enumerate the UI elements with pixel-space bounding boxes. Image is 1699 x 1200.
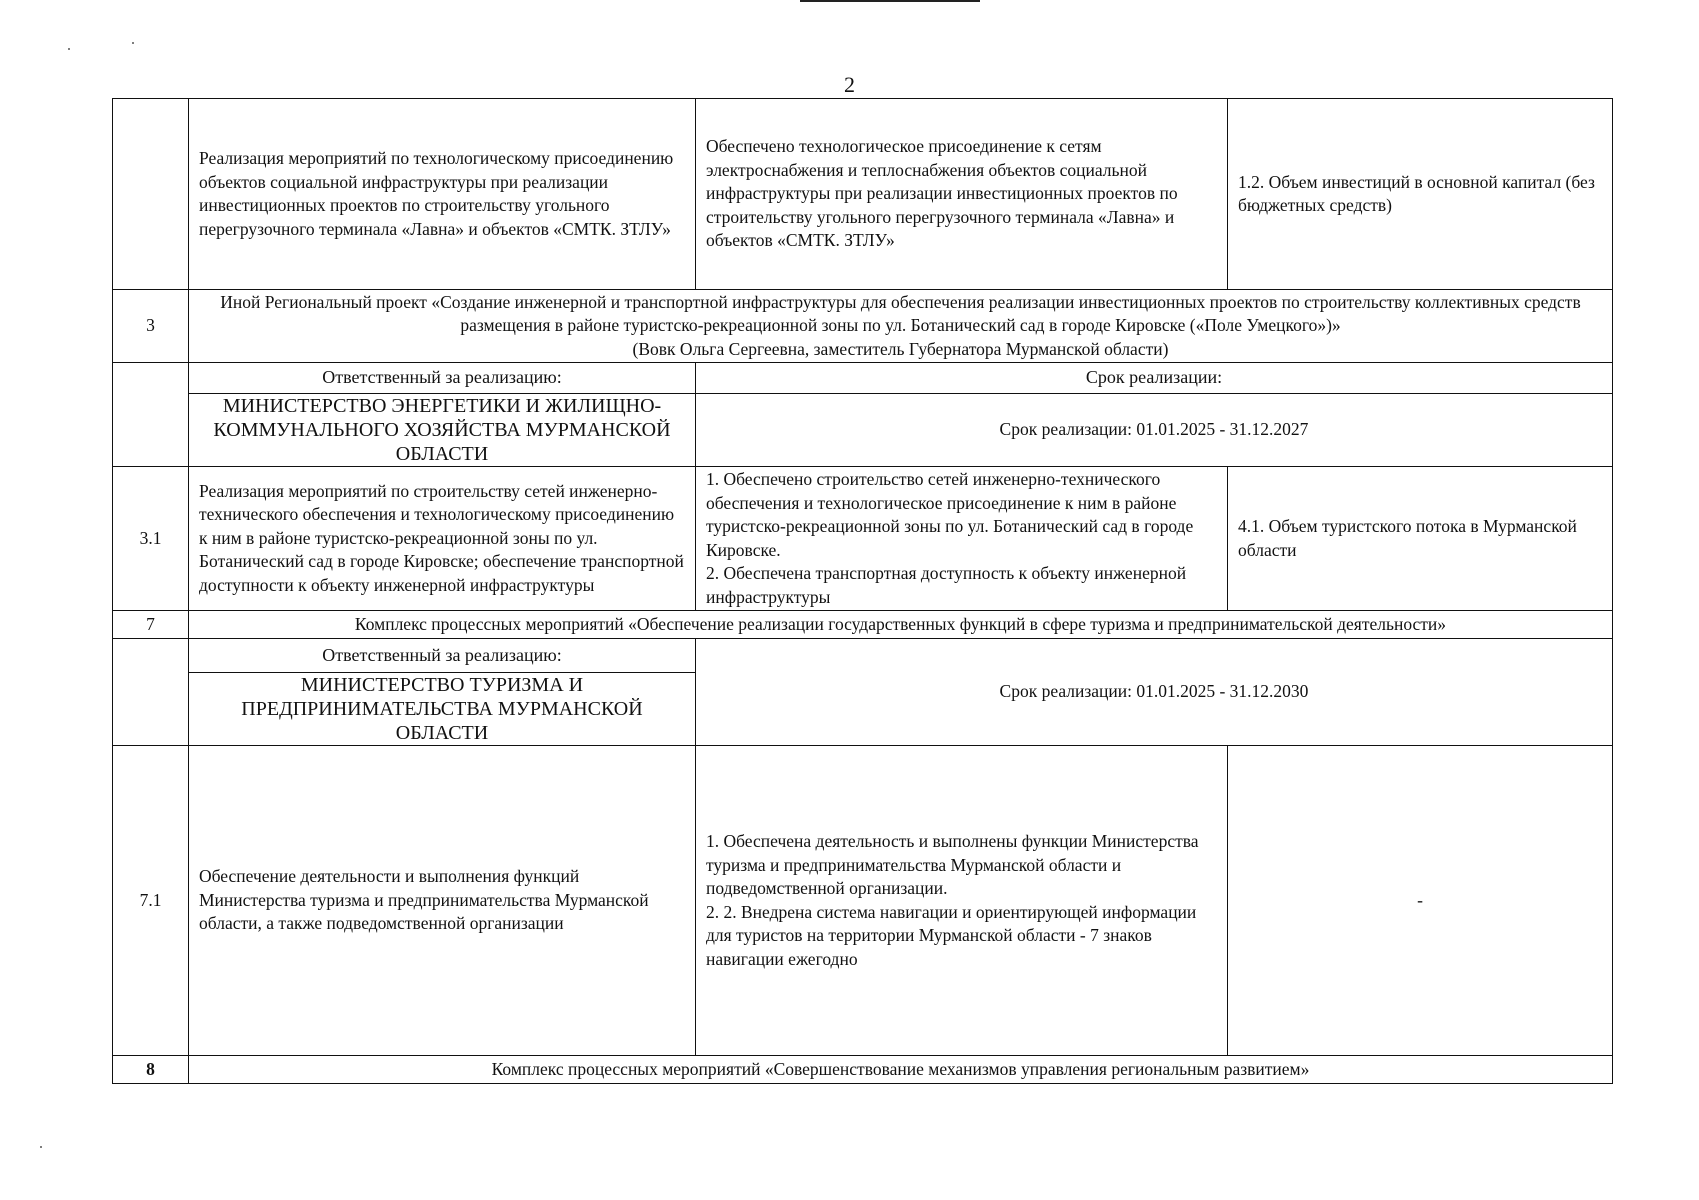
- section-row: [113, 1056, 1613, 1084]
- table-row: [113, 99, 1613, 290]
- scan-speck: [68, 48, 70, 50]
- empty-number-cell: [113, 363, 189, 467]
- section-title: Иной Региональный проект «Создание инженерной и транспортной инфраструктуры для обеспечения реализации инвестиционных проектов по строительству коллективных средств размещения в районе туристско-рекреационной зоны по ул. Ботанический сад в городе Кировске («Поле Умецкого»)» (Вовк Ольга Сергеевна, заместитель Губернатора Мурманской области): [189, 290, 1613, 363]
- program-table: [112, 98, 1613, 1084]
- term-label: Срок реализации:: [696, 363, 1613, 394]
- responsible-label: Ответственный за реализацию:: [189, 363, 696, 394]
- responsible-label-row: [113, 363, 1613, 394]
- activity-cell: Реализация мероприятий по технологическому присоединению объектов социальной инфраструктуры при реализации инвестиционных проектов по строительству угольного перегрузочного терминала «Лавна» и объектов «СМТК. ЗТЛУ»: [189, 99, 696, 290]
- section-row: [113, 290, 1613, 363]
- scan-speck: [40, 1146, 42, 1148]
- indicator-cell: -: [1228, 746, 1613, 1056]
- row-number: [113, 99, 189, 290]
- row-number: 3.1: [113, 467, 189, 611]
- result-cell: 1. Обеспечено строительство сетей инженерно-технического обеспечения и технологическое присоединение к ним в районе туристско-рекреационной зоны по ул. Ботанический сад в городе Кировске. 2. Обеспечена транспортная доступность к объекту инженерной инфраструктуры: [696, 467, 1228, 611]
- section-title: Комплекс процессных мероприятий «Обеспечение реализации государственных функций в сфере туризма и предпринимательской деятельности»: [189, 611, 1613, 639]
- term-value: Срок реализации: 01.01.2025 - 31.12.2030: [696, 639, 1613, 746]
- activity-cell: Обеспечение деятельности и выполнения функций Министерства туризма и предпринимательства Мурманской области, а также подведомственной организации: [189, 746, 696, 1056]
- responsible-label-row: [113, 639, 1613, 673]
- section-number: 8: [113, 1056, 189, 1084]
- table-row: [113, 467, 1613, 611]
- result-cell: 1. Обеспечена деятельность и выполнены функции Министерства туризма и предпринимательства Мурманской области и подведомственной организации. 2. 2. Внедрена система навигации и ориентирующей информации для туристов на территории Мурманской области - 7 знаков навигации ежегодно: [696, 746, 1228, 1056]
- activity-cell: Реализация мероприятий по строительству сетей инженерно-технического обеспечения и технологическому присоединению к ним в районе туристско-рекреационной зоны по ул. Ботанический сад в городе Кировске; обеспечение транспортной доступности к объекту инженерной инфраструктуры: [189, 467, 696, 611]
- responsible-ministry: МИНИСТЕРСТВО ТУРИЗМА И ПРЕДПРИНИМАТЕЛЬСТВА МУРМАНСКОЙ ОБЛАСТИ: [189, 673, 696, 746]
- indicator-cell: 1.2. Объем инвестиций в основной капитал (без бюджетных средств): [1228, 99, 1613, 290]
- empty-number-cell: [113, 639, 189, 746]
- table-row: [113, 746, 1613, 1056]
- scan-speck: [132, 42, 134, 44]
- page-number: 2: [844, 72, 855, 97]
- indicator-cell: 4.1. Объем туристского потока в Мурманской области: [1228, 467, 1613, 611]
- row-number: 7.1: [113, 746, 189, 1056]
- responsible-ministry: МИНИСТЕРСТВО ЭНЕРГЕТИКИ И ЖИЛИЩНО-КОММУНАЛЬНОГО ХОЗЯЙСТВА МУРМАНСКОЙ ОБЛАСТИ: [189, 394, 696, 467]
- term-value: Срок реализации: 01.01.2025 - 31.12.2027: [696, 394, 1613, 467]
- result-cell: Обеспечено технологическое присоединение к сетям электроснабжения и теплоснабжения объектов социальной инфраструктуры при реализации инвестиционных проектов по строительству угольного перегрузочного терминала «Лавна» и объектов «СМТК. ЗТЛУ»: [696, 99, 1228, 290]
- section-row: [113, 611, 1613, 639]
- section-number: 7: [113, 611, 189, 639]
- section-title: Комплекс процессных мероприятий «Совершенствование механизмов управления региональным развитием»: [189, 1056, 1613, 1084]
- responsible-row: [113, 394, 1613, 467]
- section-number: 3: [113, 290, 189, 363]
- top-rule: [800, 0, 980, 2]
- responsible-label: Ответственный за реализацию:: [189, 639, 696, 673]
